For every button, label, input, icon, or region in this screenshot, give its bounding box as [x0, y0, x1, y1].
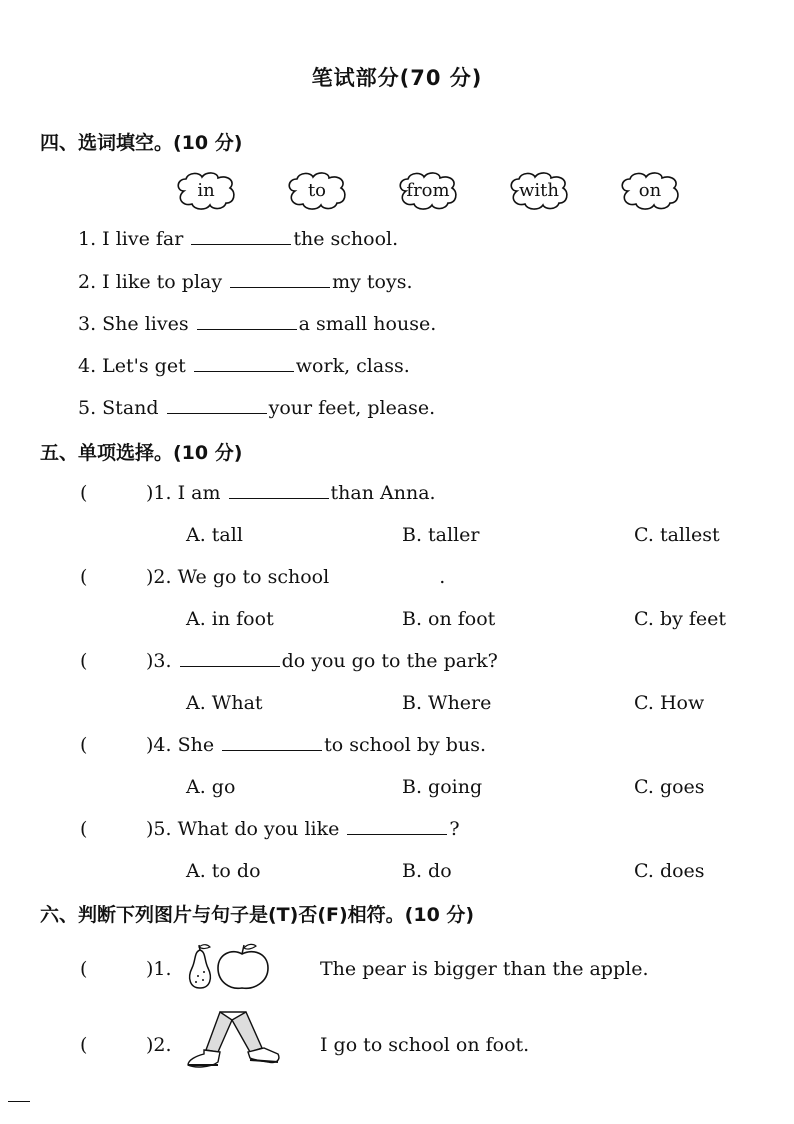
answer-blank — [229, 484, 329, 499]
fill-item-3: 3. She lives a small house. — [78, 313, 437, 335]
word-cloud-in — [174, 170, 238, 212]
word-cloud-from — [396, 170, 460, 212]
walking-legs-icon — [184, 1010, 284, 1072]
answer-paren[interactable]: ( — [80, 734, 88, 756]
question-4: )4. She to school by bus. — [146, 734, 486, 756]
word-cloud-to — [285, 170, 349, 212]
option-b: B. taller — [402, 524, 480, 546]
answer-blank[interactable] — [197, 315, 297, 330]
option-a: A. in foot — [186, 608, 274, 630]
question-5: )5. What do you like ? — [146, 818, 460, 840]
question-3: )3. do you go to the park? — [146, 650, 498, 672]
word-option: to — [307, 180, 327, 201]
page-title: 笔试部分(70 分) — [311, 66, 483, 90]
pear-and-apple-icon — [184, 942, 274, 992]
answer-blank — [347, 820, 447, 835]
answer-blank — [180, 652, 280, 667]
option-a: A. go — [186, 776, 236, 798]
option-c: C. does — [634, 860, 705, 882]
word-option: with — [519, 180, 559, 201]
option-b: B. do — [402, 860, 452, 882]
option-a: A. What — [186, 692, 263, 714]
item-number: )1. — [146, 958, 172, 980]
answer-paren[interactable]: ( — [80, 566, 88, 588]
fill-item-4: 4. Let's get work, class. — [78, 355, 410, 377]
option-b: B. going — [402, 776, 483, 798]
word-cloud-on — [618, 170, 682, 212]
word-option: on — [638, 180, 662, 201]
fill-item-2: 2. I like to play my toys. — [78, 271, 413, 293]
section-4-heading: 四、选词填空。(10 分) — [40, 132, 243, 154]
fill-item-5: 5. Stand your feet, please. — [78, 397, 436, 419]
option-c: C. How — [634, 692, 705, 714]
answer-blank[interactable] — [230, 273, 330, 288]
answer-blank[interactable] — [167, 399, 267, 414]
answer-paren[interactable]: ( — [80, 958, 88, 980]
sentence: The pear is bigger than the apple. — [320, 958, 649, 980]
answer-paren[interactable]: ( — [80, 650, 88, 672]
answer-paren[interactable]: ( — [80, 1034, 88, 1056]
sentence: I go to school on foot. — [320, 1034, 530, 1056]
page-corner-rule — [8, 1101, 30, 1102]
word-cloud-with — [507, 170, 571, 212]
answer-blank[interactable] — [194, 357, 294, 372]
option-b: B. Where — [402, 692, 492, 714]
option-c: C. by feet — [634, 608, 727, 630]
section-6-heading: 六、判断下列图片与句子是(T)否(F)相符。(10 分) — [40, 904, 475, 926]
option-a: A. tall — [186, 524, 243, 546]
option-b: B. on foot — [402, 608, 496, 630]
word-option: in — [197, 180, 215, 201]
question-2: )2. We go to school . — [146, 566, 446, 588]
answer-paren[interactable]: ( — [80, 818, 88, 840]
option-c: C. goes — [634, 776, 705, 798]
option-a: A. to do — [186, 860, 261, 882]
answer-blank[interactable] — [191, 230, 291, 245]
answer-blank — [222, 736, 322, 751]
word-option: from — [406, 180, 450, 201]
answer-paren[interactable]: ( — [80, 482, 88, 504]
item-number: )2. — [146, 1034, 172, 1056]
section-5-heading: 五、单项选择。(10 分) — [40, 442, 243, 464]
question-1: )1. I am than Anna. — [146, 482, 436, 504]
option-c: C. tallest — [634, 524, 720, 546]
fill-item-1: 1. I live far the school. — [78, 228, 399, 250]
